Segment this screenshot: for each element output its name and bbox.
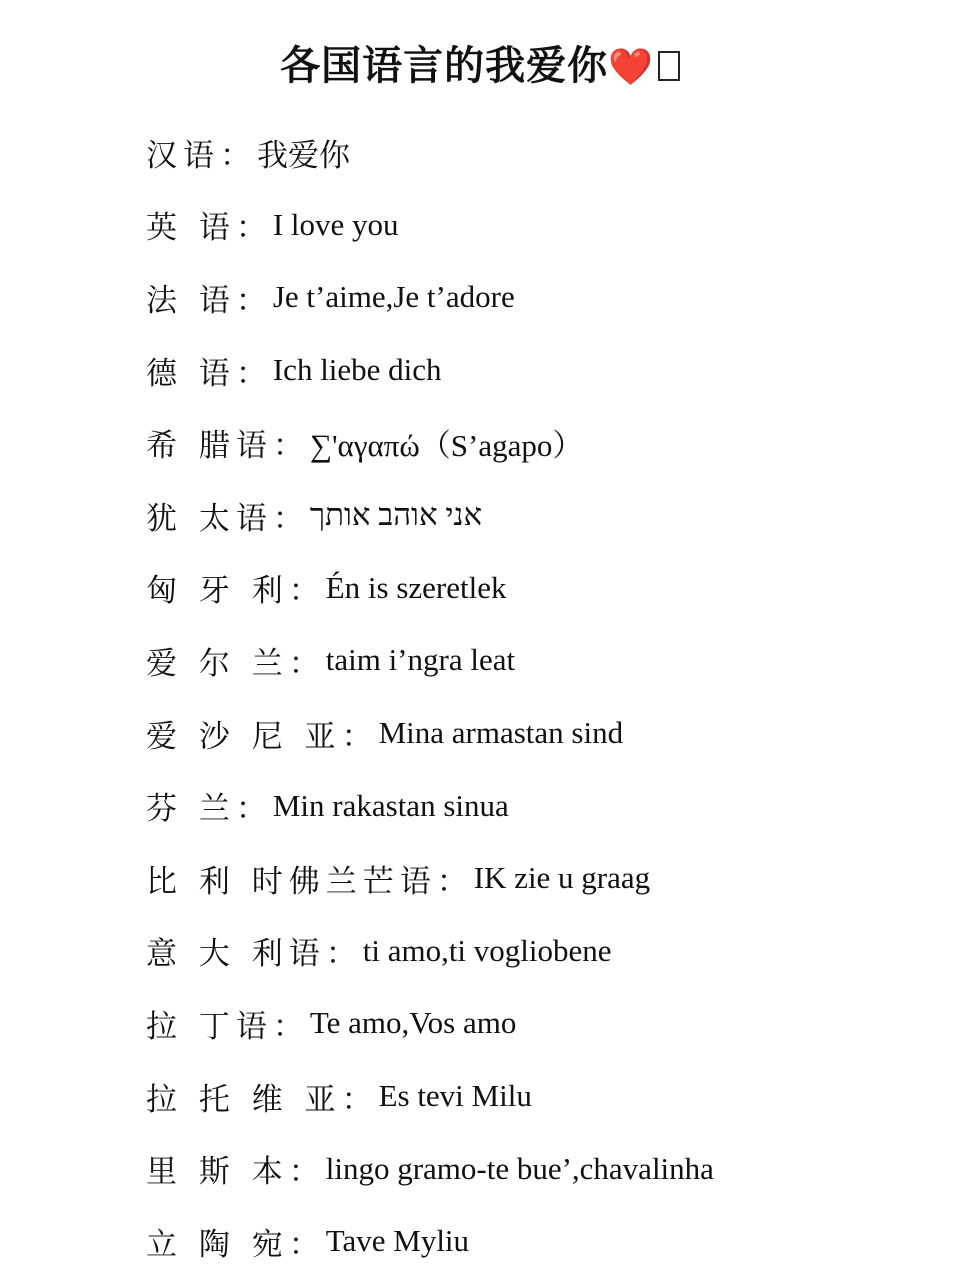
- phrase-text: 我爱你: [257, 137, 350, 173]
- list-item: [146, 1060, 946, 1133]
- language-list: [146, 116, 946, 1278]
- page-title: [0, 38, 960, 96]
- separator: ：: [288, 645, 320, 682]
- list-item: [146, 334, 946, 407]
- language-name: 爱 尔 兰: [146, 645, 289, 682]
- language-name: 希 腊语: [146, 428, 273, 465]
- separator: ：: [341, 1081, 373, 1118]
- list-item: [146, 116, 946, 189]
- language-name: 德 语: [146, 355, 236, 392]
- language-name: 爱 沙 尼 亚: [146, 718, 342, 755]
- separator: ：: [272, 428, 304, 465]
- language-name: 拉 托 维 亚: [146, 1081, 342, 1118]
- phrase-text: Mina armastan sind: [378, 715, 624, 751]
- separator: ：: [288, 1226, 320, 1263]
- list-item: [146, 479, 946, 552]
- separator: ：: [341, 718, 373, 755]
- phrase-text: lingo gramo-te bue’,chavalinha: [325, 1150, 714, 1186]
- phrase-text: Tave Myliu: [325, 1223, 470, 1259]
- language-name: 英 语: [146, 210, 236, 247]
- language-name: 里 斯 本: [146, 1154, 289, 1191]
- list-item: [146, 261, 946, 334]
- phrase-text: ∑'αγαπώ（S’agapo）: [309, 428, 584, 464]
- list-item: [146, 769, 946, 842]
- list-item: [146, 406, 946, 479]
- separator: ：: [235, 791, 267, 828]
- separator: ：: [235, 210, 267, 247]
- language-name: 匈 牙 利: [146, 573, 289, 610]
- list-item: [146, 842, 946, 915]
- separator: ：: [235, 282, 267, 319]
- separator: ：: [220, 137, 251, 174]
- phrase-text: Ich liebe dich: [272, 352, 442, 388]
- phrase-text: Min rakastan sinua: [272, 787, 509, 823]
- heart-icon: ❤️: [608, 47, 654, 88]
- separator: ：: [272, 1008, 304, 1045]
- language-name: 汉语: [146, 137, 220, 174]
- separator: ：: [325, 936, 357, 973]
- phrase-text: Én is szeretlek: [325, 569, 507, 605]
- separator: ：: [288, 573, 320, 610]
- separator: ：: [272, 500, 304, 537]
- phrase-text: I love you: [272, 206, 399, 242]
- title-text: 各国语言的我爱你: [280, 43, 609, 89]
- separator: ：: [436, 863, 468, 900]
- separator: ：: [235, 355, 267, 392]
- phrase-text: Je t’aime,Je t’adore: [272, 279, 515, 315]
- missing-glyph-box-icon: [658, 51, 680, 81]
- language-name: 意 大 利语: [146, 936, 326, 973]
- list-item: [146, 552, 946, 625]
- list-item: [146, 915, 946, 988]
- phrase-text: Es tevi Milu: [378, 1078, 532, 1114]
- list-item: [146, 697, 946, 770]
- phrase-text: Te amo,Vos amo: [309, 1005, 517, 1041]
- phrase-text: taim i’ngra leat: [325, 642, 516, 678]
- language-name: 立 陶 宛: [146, 1226, 289, 1263]
- list-item: [146, 189, 946, 262]
- language-name: 拉 丁语: [146, 1008, 273, 1045]
- language-name: 比 利 时佛兰芒语: [146, 863, 437, 900]
- phrase-text: ti amo,ti vogliobene: [362, 932, 612, 968]
- list-item: [146, 1205, 946, 1278]
- language-name: 犹 太语: [146, 500, 273, 537]
- language-name: 芬 兰: [146, 791, 236, 828]
- list-item: [146, 987, 946, 1060]
- list-item: [146, 624, 946, 697]
- phrase-text: אני אוהב אותך: [309, 497, 483, 533]
- list-item: [146, 1132, 946, 1205]
- language-name: 法 语: [146, 282, 236, 319]
- phrase-text: IK zie u graag: [473, 860, 651, 896]
- separator: ：: [288, 1154, 320, 1191]
